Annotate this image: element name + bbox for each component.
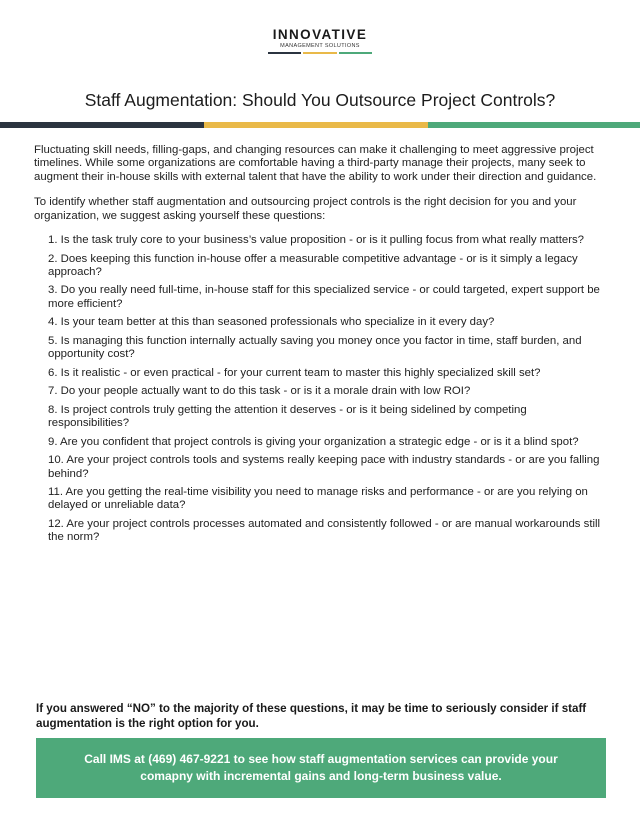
- question-item: 11. Are you getting the real-time visibility you need to manage risks and performance - or are you relying on delayed or unreliable data?: [48, 486, 588, 512]
- intro-paragraph-1: Fluctuating skill needs, filling-gaps, and changing resources can make it challenging to meet aggressive project timelines. While some organizations are comfortable having a third-party manage their projects, many seek to augment their in-house skills with external talent that have the ability to work under their direction and guidance.: [34, 144, 597, 183]
- logo-bar-navy: [268, 52, 301, 54]
- question-item: 5. Is managing this function internally actually saving you money once you factor in time, staff burden, and opportunity cost?: [48, 334, 582, 361]
- main-content: [34, 144, 610, 550]
- logo-bar-green: [339, 52, 372, 54]
- question-item: 10. Are your project controls tools and systems really keeping pace with industry standards - or are you falling behind?: [48, 454, 600, 480]
- cta-text: Call IMS at (469) 467-9221 to see how staff augmentation services can provide your comapny with incremental gains and long-term business value.: [84, 752, 558, 783]
- company-logo: [0, 28, 640, 54]
- band-green: [428, 122, 640, 128]
- question-item: 6. Is it realistic - or even practical - for your current team to master this highly specialized skill set?: [48, 366, 541, 379]
- call-to-action-banner: [36, 738, 606, 798]
- question-list: [34, 234, 610, 545]
- logo-color-bars: [268, 52, 372, 54]
- question-item: 2. Does keeping this function in-house offer a measurable competitive advantage - or is it simply a legacy approach?: [48, 252, 578, 278]
- closing-statement: If you answered “NO” to the majority of these questions, it may be time to seriously consider if staff augmentation is the right option for you.: [36, 701, 587, 730]
- logo-tagline: MANAGEMENT SOLUTIONS: [280, 43, 360, 49]
- band-gold: [204, 122, 428, 128]
- question-item: 4. Is your team better at this than seasoned professionals who specialize in it every day?: [48, 316, 495, 329]
- header-color-band: [0, 122, 640, 128]
- question-item: 7. Do your people actually want to do this task - or is it a morale drain with low ROI?: [48, 385, 471, 398]
- question-item: 12. Are your project controls processes automated and consistently followed - or are manual workarounds still the norm?: [48, 517, 601, 544]
- page-title: Staff Augmentation: Should You Outsource Project Controls?: [84, 90, 556, 110]
- intro-paragraph-2: To identify whether staff augmentation and outsourcing project controls is the right decision for you and your organization, we suggest asking yourself these questions:: [34, 196, 577, 222]
- logo-name: INNOVATIVE: [272, 27, 368, 42]
- band-navy: [0, 122, 204, 128]
- question-item: 8. Is project controls truly getting the attention it deserves - or is it being sidelined by competing responsibilities?: [48, 403, 527, 430]
- question-item: 9. Are you confident that project controls is giving your organization a strategic edge - or is it a blind spot?: [48, 435, 579, 448]
- logo-bar-gold: [303, 52, 336, 54]
- question-item: 3. Do you really need full-time, in-house staff for this specialized service - or could targeted, expert support be more efficient?: [48, 284, 600, 310]
- question-item: 1. Is the task truly core to your business’s value proposition - or is it pulling focus from what really matters?: [48, 234, 585, 247]
